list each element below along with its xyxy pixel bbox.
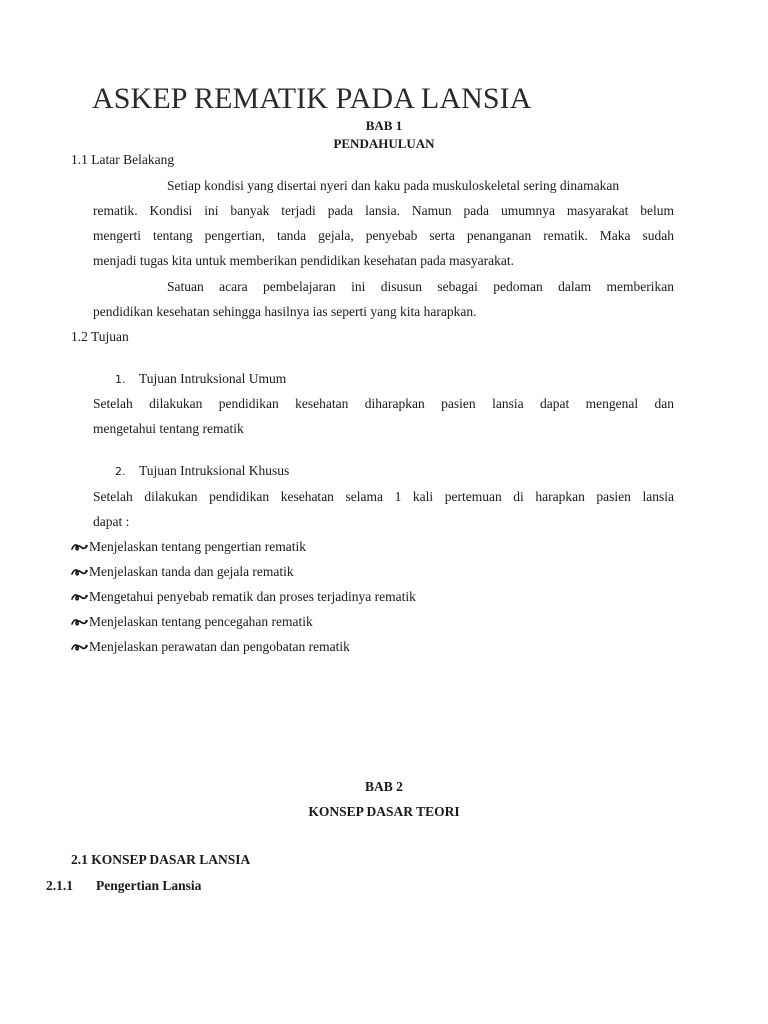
objective-2-line-1: Setelah dilakukan pendidikan kesehatan selama 1 kali pertemuan di harapkan pasien lansia	[93, 489, 674, 504]
paragraph1-line-4: menjadi tugas kita untuk memberikan pendidikan kesehatan pada masyarakat.	[93, 253, 514, 268]
bab1-heading: BAB 1	[365, 118, 403, 133]
bab2-heading: BAB 2	[365, 779, 403, 794]
objective-1-line-1: Setelah dilakukan pendidikan kesehatan diharapkan pasien lansia dapat mengenal dan	[93, 396, 674, 411]
section-2-1-label: 2.1 KONSEP DASAR LANSIA	[71, 852, 251, 867]
swirl-bullet-icon	[71, 543, 88, 552]
section-1-1-label: 1.1 Latar Belakang	[71, 152, 175, 167]
paragraph1-line-2: rematik. Kondisi ini banyak terjadi pada lansia. Namun pada umumnya masyarakat belum	[93, 203, 674, 218]
swirl-bullet-icon	[71, 568, 88, 577]
swirl-bullet-icon	[71, 618, 88, 627]
document-title: ASKEP REMATIK PADA LANSIA	[92, 82, 532, 115]
objective-2-heading	[115, 463, 289, 479]
objective-2-number: 2.	[115, 465, 126, 478]
objective-1-label: Tujuan Intruksional Umum	[139, 371, 287, 386]
paragraph1-line-1: Setiap kondisi yang disertai nyeri dan kaku pada muskuloskeletal sering dinamakan	[167, 178, 620, 193]
bullet-text: Menjelaskan tanda dan gejala rematik	[89, 564, 294, 579]
paragraph2-line-1: Satuan acara pembelajaran ini disusun sebagai pedoman dalam memberikan	[167, 279, 674, 294]
objective-1-line-2: mengetahui tentang rematik	[93, 421, 244, 436]
bullet-text: Menjelaskan tentang pengertian rematik	[89, 539, 307, 554]
bullet-text: Mengetahui penyebab rematik dan proses terjadinya rematik	[89, 589, 416, 604]
paragraph2-line-2: pendidikan kesehatan sehingga hasilnya ias seperti yang kita harapkan.	[93, 304, 477, 319]
objective-2-label: Tujuan Intruksional Khusus	[139, 463, 290, 478]
section-2-1-1-heading	[46, 878, 201, 894]
bullet-item	[71, 589, 416, 605]
objective-1-number: 1.	[115, 373, 126, 386]
objective-2-line-2: dapat :	[93, 514, 130, 529]
bullet-item	[71, 639, 350, 655]
section-2-1-1-number: 2.1.1	[46, 878, 73, 893]
bullet-text: Menjelaskan tentang pencegahan rematik	[89, 614, 313, 629]
bullet-item	[71, 539, 306, 555]
objective-1-heading	[115, 371, 286, 387]
bullet-item	[71, 614, 313, 630]
bab2-subheading: KONSEP DASAR TEORI	[308, 804, 460, 819]
bullet-item	[71, 564, 294, 580]
paragraph1-line-3: mengerti tentang pengertian, tanda gejala, penyebab serta penanganan rematik. Maka sudah	[93, 228, 674, 243]
bullet-text: Menjelaskan perawatan dan pengobatan rematik	[89, 639, 350, 654]
section-2-1-1-label: Pengertian Lansia	[96, 878, 202, 893]
swirl-bullet-icon	[71, 643, 88, 652]
bab1-subheading: PENDAHULUAN	[333, 136, 435, 151]
swirl-bullet-icon	[71, 593, 88, 602]
section-1-2-label: 1.2 Tujuan	[71, 329, 129, 344]
